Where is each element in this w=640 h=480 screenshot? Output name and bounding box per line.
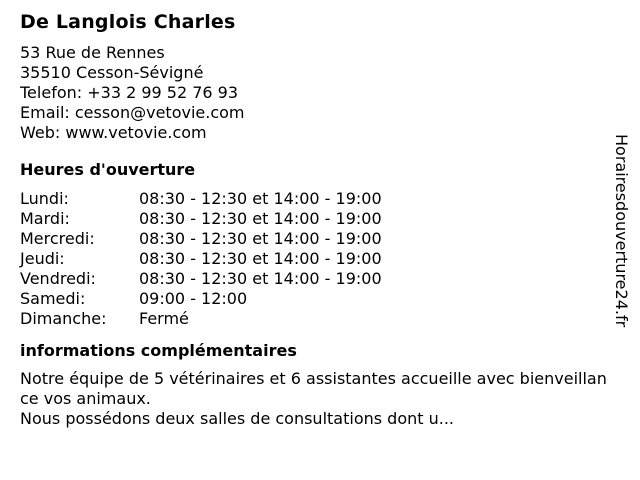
day-label: Samedi: — [20, 289, 86, 308]
hours-row-monday — [20, 189, 610, 209]
hours-row-friday — [20, 269, 610, 289]
time-value: 08:30 - 12:30 et 14:00 - 19:00 — [139, 269, 382, 288]
time-value: 09:00 - 12:00 — [139, 289, 248, 308]
hours-row-saturday — [20, 289, 610, 309]
time-value: 08:30 - 12:30 et 14:00 - 19:00 — [139, 249, 382, 268]
hours-row-wednesday — [20, 229, 610, 249]
hours-row-tuesday — [20, 209, 610, 229]
time-value: 08:30 - 12:30 et 14:00 - 19:00 — [139, 189, 382, 208]
phone-line: Telefon: +33 2 99 52 76 93 — [20, 83, 239, 102]
email-line: Email: cesson@vetovie.com — [20, 103, 245, 122]
address-city: 35510 Cesson-Sévigné — [20, 63, 204, 82]
business-card — [20, 10, 610, 429]
info-title: informations complémentaires — [20, 341, 297, 360]
address-street: 53 Rue de Rennes — [20, 43, 165, 62]
business-name: De Langlois Charles — [20, 11, 236, 33]
day-label: Lundi: — [20, 189, 69, 208]
hours-table — [20, 189, 610, 329]
hours-row-thursday — [20, 249, 610, 269]
time-value: Fermé — [139, 309, 189, 328]
day-label: Vendredi: — [20, 269, 96, 288]
info-text-line1: Notre équipe de 5 vétérinaires et 6 assistantes accueille avec bienveillance vos animaux. — [20, 369, 607, 408]
day-label: Mercredi: — [20, 229, 95, 248]
site-watermark: Horairesdouverture24.fr — [612, 134, 631, 328]
day-label: Mardi: — [20, 209, 70, 228]
day-label: Jeudi: — [20, 249, 65, 268]
time-value: 08:30 - 12:30 et 14:00 - 19:00 — [139, 229, 382, 248]
hours-title: Heures d'ouverture — [20, 160, 196, 179]
day-label: Dimanche: — [20, 309, 107, 328]
time-value: 08:30 - 12:30 et 14:00 - 19:00 — [139, 209, 382, 228]
web-line: Web: www.vetovie.com — [20, 123, 207, 142]
info-text-line2: Nous possédons deux salles de consultations dont u... — [20, 409, 455, 428]
hours-row-sunday — [20, 309, 610, 329]
